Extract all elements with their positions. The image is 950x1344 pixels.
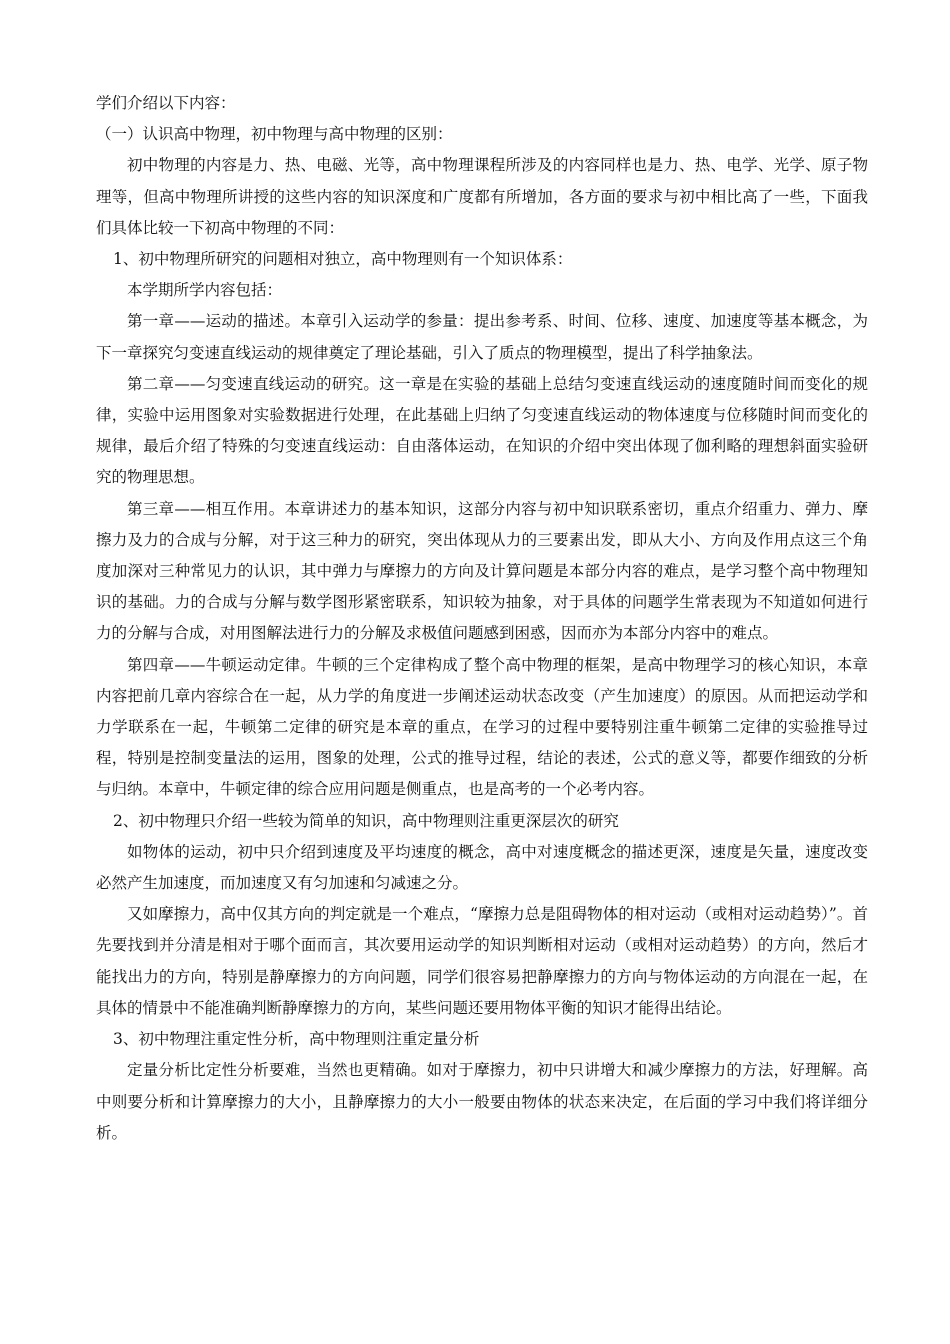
paragraph-motion-example: 如物体的运动，初中只介绍到速度及平均速度的概念，高中对速度概念的描述更深，速度是矢量，速度改变必然产生加速度，而加速度又有匀加速和匀减速之分。 [96, 842, 868, 893]
paragraph-chapter-3: 第三章——相互作用。本章讲述力的基本知识，这部分内容与初中知识联系密切，重点介绍重力、弹力、摩擦力及力的合成与分解，对于这三种力的研究，突出体现从力的三要素出发，即从大小、方向及作用点这三个角度加深对三种常见力的认识，其中弹力与摩擦力的方向及计算问题是本部分内容的难点，是学习整个高中物理知识的基础。力的合成与分解与数学图形紧密联系，知识较为抽象，对于具体的问题学生常表现为不知道如何进行力的分解与合成，对用图解法进行力的分解及求极值问题感到困惑，因而亦为本部分内容中的难点。 [96, 499, 868, 643]
paragraph-quantitative: 定量分析比定性分析要难，当然也更精确。如对于摩擦力，初中只讲增大和减少摩擦力的方法，好理解。高中则要分析和计算摩擦力的大小，且静摩擦力的大小一般要由物体的状态来决定，在后面的学习中我们将详细分析。 [96, 1061, 868, 1142]
paragraph-intro: 学们介绍以下内容： [96, 94, 236, 112]
document-body [96, 88, 868, 1149]
paragraph-chapter-1: 第一章——运动的描述。本章引入运动学的参量：提出参考系、时间、位移、速度、加速度等基本概念，为下一章探究匀变速直线运动的规律奠定了理论基础，引入了质点的物理模型，提出了科学抽象法。 [96, 312, 868, 362]
paragraph-chapter-4: 第四章——牛顿运动定律。牛顿的三个定律构成了整个高中物理的框架，是高中物理学习的核心知识，本章内容把前几章内容综合在一起，从力学的角度进一步阐述运动状态改变（产生加速度）的原因。从而把运动学和力学联系在一起，牛顿第二定律的研究是本章的重点，在学习的过程中要特别注重牛顿第二定律的实验推导过程，特别是控制变量法的运用，图象的处理，公式的推导过程，结论的表述，公式的意义等，都要作细致的分析与归纳。本章中，牛顿定律的综合应用问题是侧重点，也是高考的一个必考内容。 [96, 655, 868, 799]
paragraph-friction-example: 又如摩擦力，高中仅其方向的判定就是一个难点，“摩擦力总是阻碍物体的相对运动（或相对运动趋势）”。首先要找到并分清是相对于哪个面而言，其次要用运动学的知识判断相对运动（或相对运动趋势）的方向，然后才能找出力的方向，特别是静摩擦力的方向问题，同学们很容易把静摩擦力的方向与物体运动的方向混在一起，在具体的情景中不能准确判断静摩擦力的方向，某些问题还要用物体平衡的知识才能得出结论。 [96, 905, 868, 1017]
section-heading: （一）认识高中物理，初中物理与高中物理的区别： [96, 125, 453, 144]
subheading-2: 2、初中物理只介绍一些较为简单的知识，高中物理则注重更深层次的研究 [113, 811, 619, 830]
paragraph-chapter-2: 第二章——匀变速直线运动的研究。这一章是在实验的基础上总结匀变速直线运动的速度随时间而变化的规律，实验中运用图象对实验数据进行处理，在此基础上归纳了匀变速直线运动的物体速度与位移随时间而变化的规律，最后介绍了特殊的匀变速直线运动：自由落体运动，在知识的介绍中突出体现了伽利略的理想斜面实验研究的物理思想。 [96, 374, 868, 487]
paragraph-semester-content: 本学期所学内容包括： [127, 281, 283, 300]
subheading-3: 3、初中物理注重定性分析，高中物理则注重定量分析 [113, 1030, 480, 1049]
paragraph-overview: 初中物理的内容是力、热、电磁、光等，高中物理课程所涉及的内容同样也是力、热、电学、光学、原子物理等，但高中物理所讲授的这些内容的知识深度和广度都有所增加，各方面的要求与初中相比高了一些，下面我们具体比较一下初高中物理的不同： [96, 156, 868, 237]
subheading-1: 1、初中物理所研究的问题相对独立，高中物理则有一个知识体系： [113, 250, 573, 269]
